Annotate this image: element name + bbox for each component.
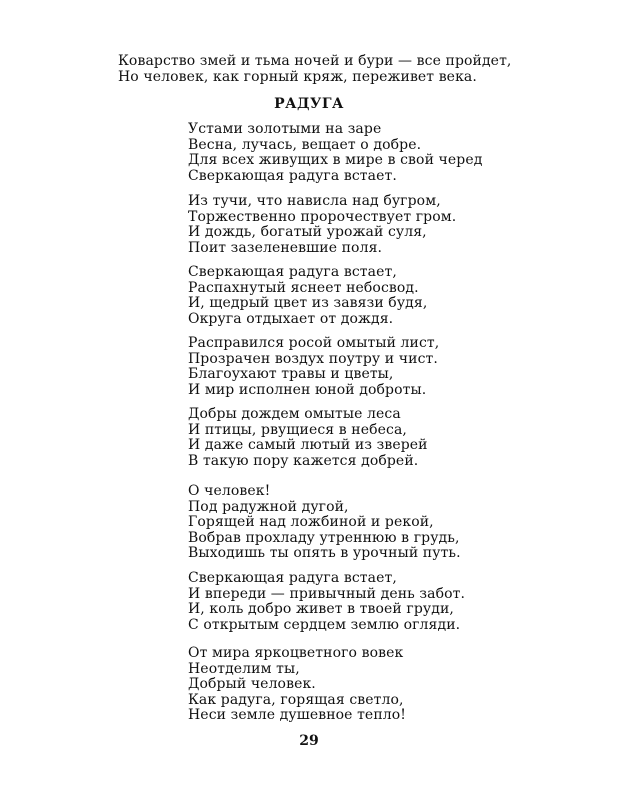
text-line: Коварство змей и тьма ночей и бури — все пройдет, bbox=[118, 53, 512, 69]
verse-line: Добры дождем омытые леса bbox=[188, 406, 401, 422]
verse-line: И мир исполнен юной доброты. bbox=[188, 381, 427, 398]
verse-line: Благоухают травы и цветы, bbox=[188, 366, 394, 382]
verse-line: Округа отдыхает от дождя. bbox=[188, 310, 394, 327]
verse-line: Добрый человек. bbox=[188, 676, 316, 692]
verse-line: Неси земле душевное тепло! bbox=[188, 707, 407, 723]
verse-line: И дождь, богатый урожай суля, bbox=[188, 224, 427, 240]
verse-line: Вобрав прохладу утреннюю в грудь, bbox=[188, 529, 460, 546]
verse-line: Весна, лучась, вещает о добре. bbox=[188, 136, 422, 153]
stanza-8 bbox=[188, 646, 406, 724]
verse-line: От мира яркоцветного вовек bbox=[188, 645, 404, 661]
stanza-2 bbox=[188, 194, 456, 256]
verse-line: Из тучи, что нависла над бугром, bbox=[188, 193, 441, 209]
verse-line: И, щедрый цвет из завязи будя, bbox=[188, 295, 428, 311]
verse-line: Распахнутый яснеет небосвод. bbox=[188, 279, 419, 296]
verse-line: Торжественно пророчествует гром. bbox=[188, 208, 457, 225]
verse-line: И впереди — привычный день забот. bbox=[188, 585, 466, 602]
verse-line: Для всех живущих в мире в свой черед bbox=[188, 152, 483, 168]
verse-line: Неотделим ты, bbox=[188, 660, 300, 677]
poem-title: РАДУГА bbox=[274, 96, 344, 112]
verse-line: Как радуга, горящая светло, bbox=[188, 691, 404, 708]
stanza-5 bbox=[188, 407, 428, 469]
verse-line: В такую пору кажется добрей. bbox=[188, 452, 419, 469]
verse-line: Выходишь ты опять в урочный путь. bbox=[188, 545, 461, 561]
verse-line: С открытым сердцем землю огляди. bbox=[188, 616, 461, 633]
stanza-6 bbox=[188, 484, 461, 562]
stanza-4 bbox=[188, 336, 439, 398]
verse-line: Сверкающая радуга встает. bbox=[188, 167, 397, 184]
verse-line: Сверкающая радуга встает, bbox=[188, 570, 397, 586]
verse-line: Устами золотыми на заре bbox=[188, 121, 382, 137]
text-line: Но человек, как горный кряж, переживет века. bbox=[118, 69, 477, 85]
stanza-7 bbox=[188, 571, 465, 633]
verse-line: О человек! bbox=[188, 483, 271, 499]
verse-line: И птицы, рвущиеся в небеса, bbox=[188, 421, 407, 438]
verse-line: И даже самый лютый из зверей bbox=[188, 437, 428, 453]
stanza-3 bbox=[188, 265, 427, 327]
verse-line: И, коль добро живет в твоей груди, bbox=[188, 601, 454, 617]
verse-line: Прозрачен воздух поутру и чист. bbox=[188, 350, 438, 367]
verse-line: Горящей над ложбиной и рекой, bbox=[188, 514, 434, 530]
stanza-1 bbox=[188, 122, 482, 184]
page-number: 29 bbox=[299, 733, 319, 749]
verse-line: Поит зазеленевшие поля. bbox=[188, 239, 383, 256]
verse-line: Расправился росой омытый лист, bbox=[188, 335, 440, 351]
verse-line: Под радужной дугой, bbox=[188, 498, 349, 515]
verse-line: Сверкающая радуга встает, bbox=[188, 264, 397, 280]
